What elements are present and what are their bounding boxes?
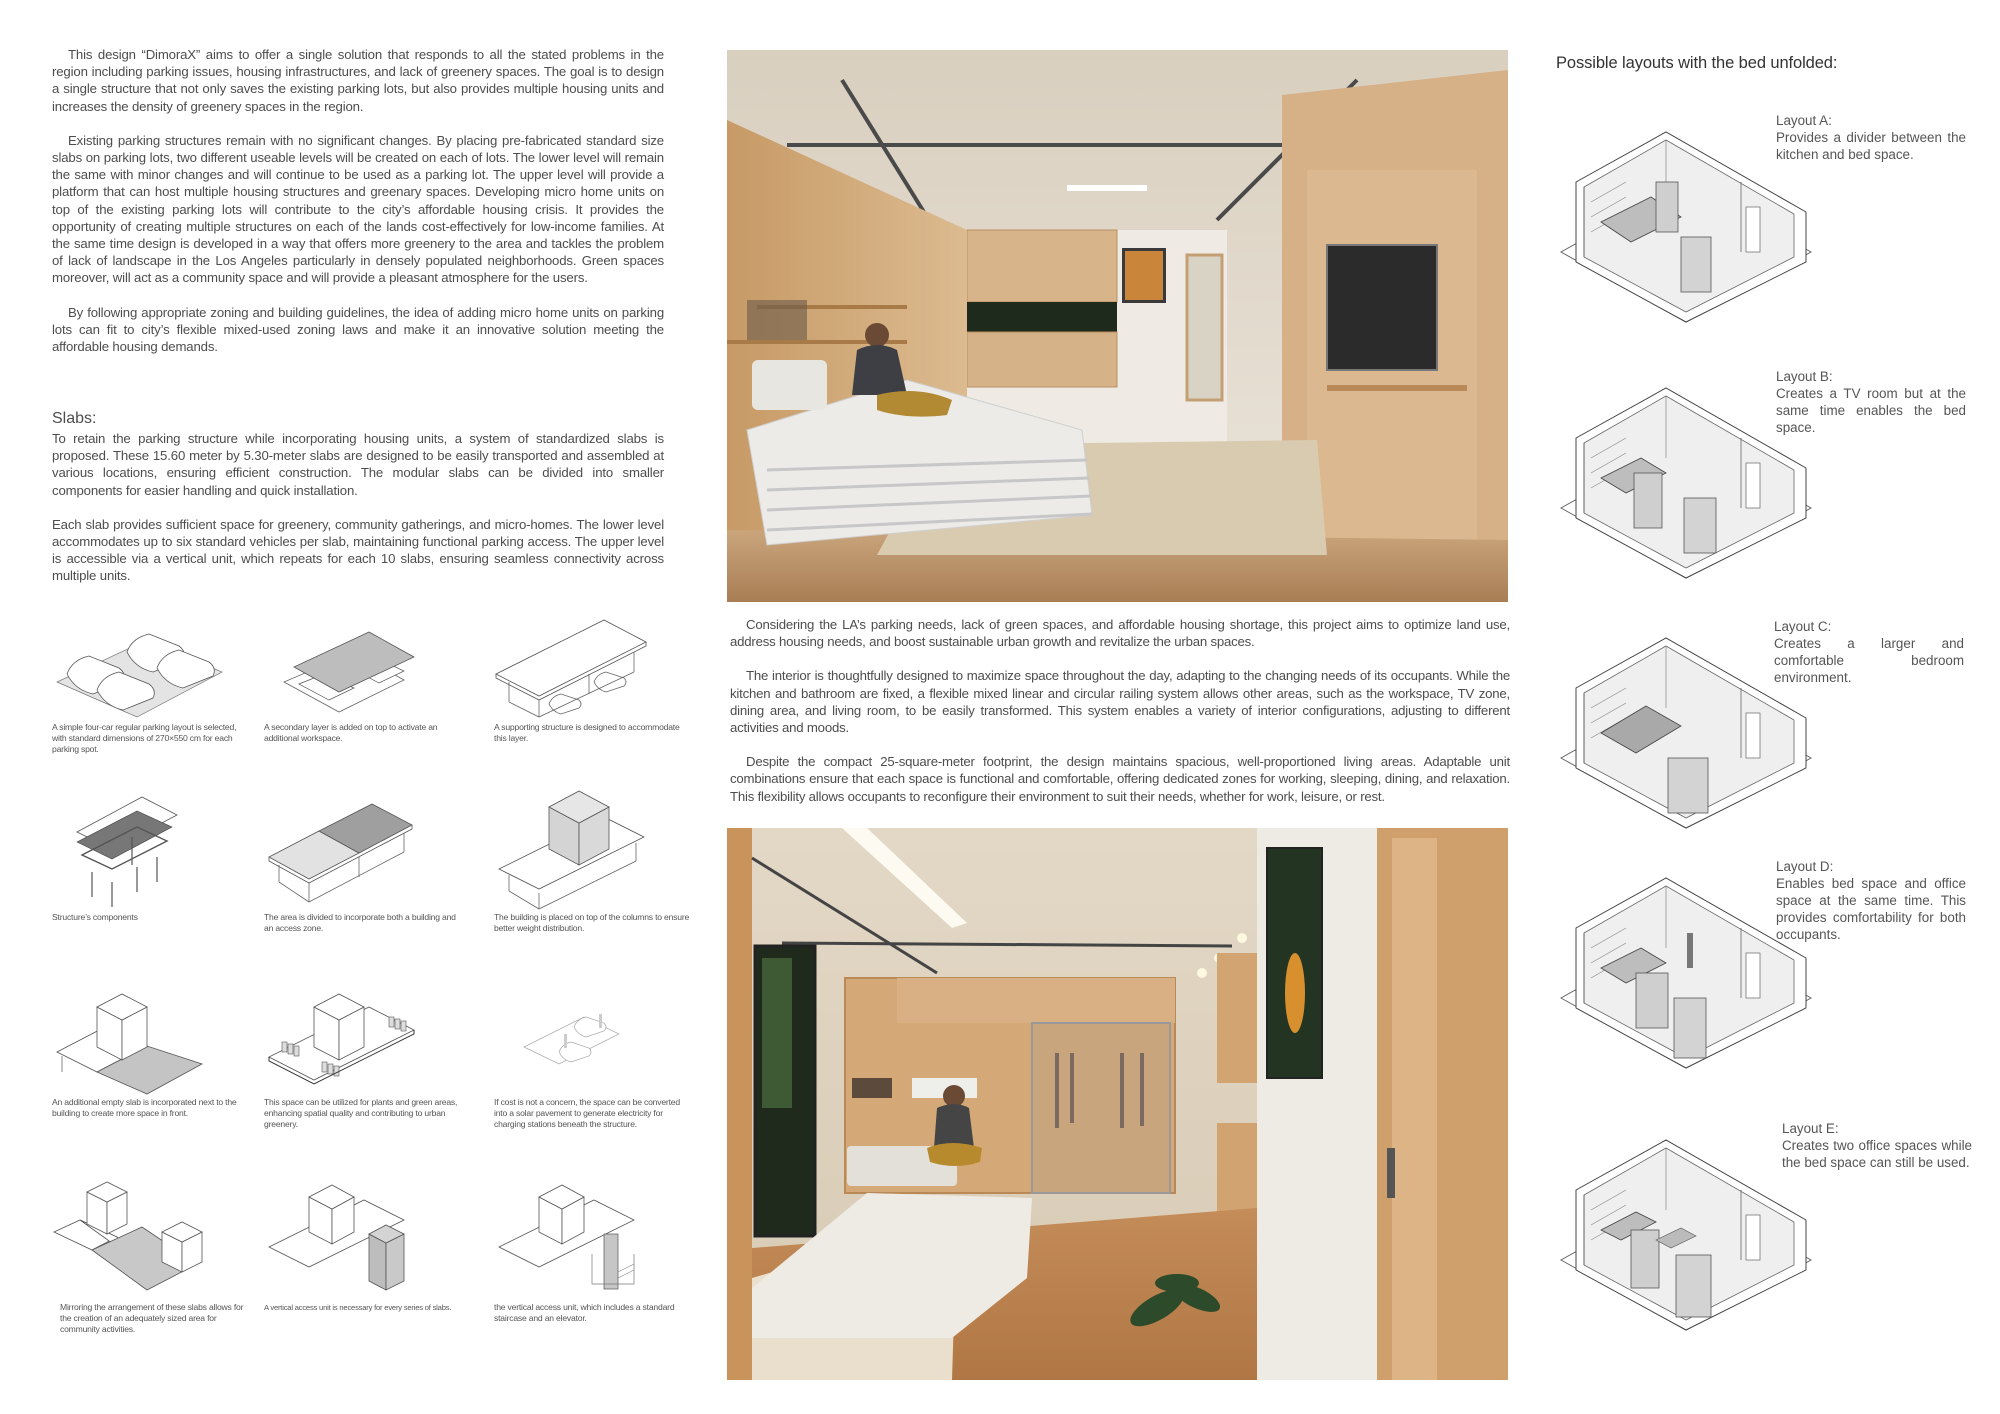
diagram-caption: the vertical access unit, which includes a standard staircase and an elevator. bbox=[494, 1302, 675, 1324]
layout-card-c bbox=[1556, 618, 1976, 858]
diagram-caption: A supporting structure is designed to accommodate this layer. bbox=[494, 722, 680, 744]
diagram-divided-area bbox=[264, 787, 464, 934]
diagram-caption: A secondary layer is added on top to activate an additional workspace. bbox=[264, 722, 438, 744]
slabs-section bbox=[52, 410, 664, 602]
layout-title: Layout C: bbox=[1774, 619, 1832, 634]
additional-slab-illustration bbox=[52, 972, 242, 1097]
slabs-title: Slabs: bbox=[52, 410, 97, 427]
layout-card-d bbox=[1556, 858, 1976, 1098]
layout-description: Provides a divider between the kitchen and bed space. bbox=[1776, 130, 1966, 162]
layout-title: Layout B: bbox=[1776, 369, 1833, 384]
layout-card-e bbox=[1556, 1120, 1976, 1360]
layout-card-a bbox=[1556, 112, 1976, 352]
layout-description: Creates a TV room but at the same time enables the bed space. bbox=[1776, 386, 1966, 435]
layouts-header bbox=[1556, 54, 1976, 73]
diagram-caption: This space can be utilized for plants and green areas, enhancing spatial quality and contributing to urban greenery. bbox=[264, 1097, 458, 1130]
layout-title: Layout E: bbox=[1782, 1121, 1839, 1136]
diagram-supporting-structure bbox=[494, 612, 694, 744]
diagram-vertical-access bbox=[264, 1172, 464, 1313]
layout-description: Enables bed space and office space at the same time. This provides comfortability for both occupants. bbox=[1776, 876, 1966, 942]
interior-render-bedroom-closet bbox=[727, 828, 1508, 1380]
divided-area-illustration bbox=[264, 787, 454, 912]
bedroom-closet-render-image bbox=[727, 828, 1508, 1380]
layout-c-text bbox=[1774, 618, 1964, 686]
diagram-caption: The building is placed on top of the columns to ensure better weight distribution. bbox=[494, 912, 690, 934]
layout-title: Layout A: bbox=[1776, 113, 1832, 128]
diagram-additional-slab bbox=[52, 972, 252, 1119]
diagram-caption: The area is divided to incorporate both a building and an access zone. bbox=[264, 912, 456, 934]
layout-e-text bbox=[1782, 1120, 1972, 1171]
bedroom-tv-render-image bbox=[727, 50, 1508, 602]
diagram-mirrored-slabs bbox=[52, 1172, 252, 1336]
concept-text-section bbox=[730, 616, 1510, 822]
slabs-paragraph: Each slab provides sufficient space for greenery, community gatherings, and micro-homes. The lower level accommodates up to six standard vehicles per slab, maintaining functional parking access. The upper level is accessible via a vertical unit, which repeats for each 10 slabs, ensuring seamless connectivity across multiple units. bbox=[52, 516, 664, 584]
building-on-columns-illustration bbox=[494, 787, 684, 912]
diagram-caption: An additional empty slab is incorporated next to the building to create more space in front. bbox=[52, 1097, 237, 1119]
intro-section bbox=[52, 46, 664, 372]
concept-paragraph: The interior is thoughtfully designed to maximize space throughout the day, adapting to the changing needs of its occupants. While the kitchen and bathroom are fixed, a flexible mixed linear and circular railing system allows other areas, such as the workspace, TV zone, dining area, and living room, to be easily transformed. This system enables a variety of interior configurations, adjusting to different activities and moods. bbox=[730, 668, 1510, 736]
diagram-parking-layout bbox=[52, 612, 252, 756]
concept-paragraph: Considering the LA’s parking needs, lack of green spaces, and affordable housing shortage, this project aims to optimize land use, address housing needs, and boost sustainable urban growth and revitalize the urban spaces. bbox=[730, 617, 1510, 650]
secondary-layer-illustration bbox=[264, 612, 454, 722]
concept-paragraph: Despite the compact 25-square-meter footprint, the design maintains spacious, well-proportioned living areas. Adaptable unit combinations ensure that each space is functional and comfortable, offering dedicated zones for working, sleeping, dining, and relaxation. This flexibility allows occupants to reconfigure their environment to suit their needs, whether for work, leisure, or rest. bbox=[730, 754, 1510, 804]
slabs-paragraph: To retain the parking structure while incorporating housing units, a system of standardized slabs is proposed. These 15.60 meter by 5.30-meter slabs are designed to be easily transported and assembled at various locations, ensuring efficient construction. The modular slabs can be divided into smaller components for easier handling and quick installation. bbox=[52, 431, 664, 498]
layout-description: Creates a larger and comfortable bedroom environment. bbox=[1774, 636, 1964, 685]
layout-card-b bbox=[1556, 368, 1976, 608]
diagram-caption: A vertical access unit is necessary for every series of slabs. bbox=[264, 1303, 452, 1312]
layout-e-isometric-drawing bbox=[1556, 1120, 1816, 1350]
layout-b-text bbox=[1776, 368, 1966, 436]
intro-paragraph: This design “DimoraX” aims to offer a single solution that responds to all the stated problems in the region including parking issues, housing infrastructures, and lack of greenery spaces. The goal is to design a single structure that not only saves the existing parking lots, but also provides multiple housing units and increases the density of greenery spaces in the region. bbox=[52, 47, 664, 114]
solar-pavement-illustration bbox=[494, 972, 684, 1097]
green-areas-illustration bbox=[264, 972, 454, 1097]
exploded-components-illustration bbox=[52, 787, 242, 912]
vertical-access-illustration bbox=[264, 1172, 454, 1302]
diagram-secondary-layer bbox=[264, 612, 464, 744]
four-car-parking-illustration bbox=[52, 612, 242, 722]
layout-d-text bbox=[1776, 858, 1966, 943]
diagram-structure-components bbox=[52, 787, 252, 923]
layout-a-text bbox=[1776, 112, 1966, 163]
diagram-building-placed bbox=[494, 787, 694, 934]
diagram-caption: Mirroring the arrangement of these slabs allows for the creation of an adequately sized area for community activities. bbox=[60, 1302, 244, 1335]
intro-paragraph: By following appropriate zoning and building guidelines, the idea of adding micro home units on parking lots can fit to city’s flexible mixed-used zoning laws and make it an innovative solution meeting the affordable housing demands. bbox=[52, 304, 664, 355]
intro-paragraph: Existing parking structures remain with no significant changes. By placing pre-fabricated standard size slabs on parking lots, two different useable levels will be created on each of lots. The lower level will remain the same with minor changes and will continue to be used as a parking lot. The upper level will provide a platform that can host multiple housing structures and greenary spaces. Developing micro home units on top of the existing parking lots will contribute to the city’s affordable housing crisis. It provides the opportunity of creating multiple structures on each of the lands cost-effectively for low-income families. At the same time design is developed in a way that offers more greenery to the area and tackles the problem of lack of landscape in the Los Angeles particularly in densely populated neighborhoods. Green spaces moreover, will act as a community space and will provide a pleasant atmosphere for the users. bbox=[52, 132, 664, 286]
diagram-caption: If cost is not a concern, the space can be converted into a solar pavement to generate electricity for charging stations beneath the structure. bbox=[494, 1097, 680, 1130]
diagram-caption: A simple four-car regular parking layout is selected, with standard dimensions of 270×550 cm for each parking spot. bbox=[52, 722, 237, 755]
layout-description: Creates two office spaces while the bed space can still be used. bbox=[1782, 1138, 1972, 1170]
diagram-solar-pavement bbox=[494, 972, 694, 1131]
layout-title: Layout D: bbox=[1776, 859, 1834, 874]
diagram-caption: Structure’s components bbox=[52, 912, 138, 922]
slab-diagram-grid bbox=[52, 612, 690, 1382]
layouts-heading: Possible layouts with the bed unfolded: bbox=[1556, 54, 1838, 72]
mirrored-slabs-illustration bbox=[52, 1172, 242, 1302]
interior-render-bedroom-tv bbox=[727, 50, 1508, 602]
diagram-staircase-elevator bbox=[494, 1172, 694, 1324]
supporting-structure-illustration bbox=[494, 612, 684, 722]
diagram-green-areas bbox=[264, 972, 464, 1131]
staircase-elevator-illustration bbox=[494, 1172, 684, 1302]
